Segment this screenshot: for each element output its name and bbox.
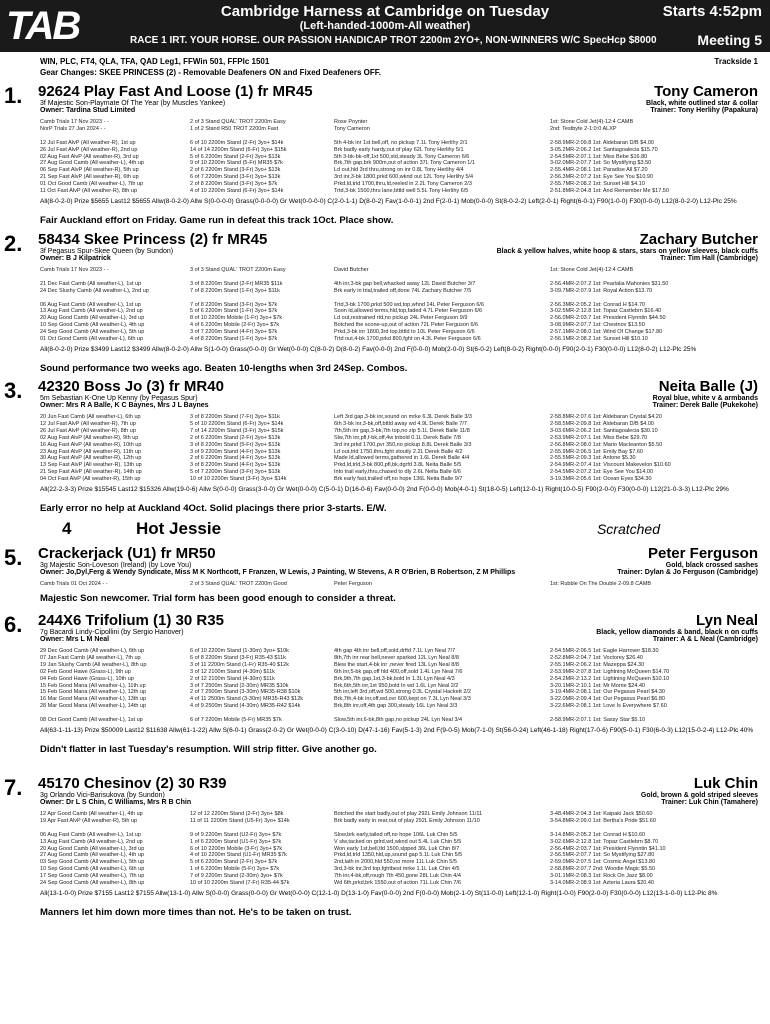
breeding: 5m Sebastian K-One Up Kenny (by Pegasus Spur) (40, 395, 198, 402)
form-cell: 2-55.1MR-2:06.2 1st: Mazeppa $24.30 (550, 661, 645, 668)
form-cell: 2-54.2MR-2:13.2 1st: Lightning McQueen $10.10 (550, 675, 670, 682)
form-cell: 4 of 11 2500m Stand (3-30m) MR35-R43 $12k (190, 696, 304, 703)
form-cell: 3rd inr,prkd 1700,pvr 350,no pickup 8.8L Derek Balle 3/3 (334, 441, 472, 448)
form-cell: 3 of 12 2100m Stand (4-30m) $11k (190, 668, 275, 675)
form-cell: 2-51.8MR-2:04.8 1st: And Remember Me $17.50 (550, 188, 669, 194)
form-cell: 4 of 9 2500m Stand (4-30m) MR35-R42 $14k (190, 703, 301, 710)
driver-name: Lyn Neal (696, 612, 758, 629)
form-cell: 2-55.4MR-2:08.1 1st: Paradise All $7.20 (550, 167, 648, 174)
form-cell: 3-02.0MR-2:07.7 1st: So Mystifying $3.50 (550, 160, 652, 167)
stats-summary: All(8-0-2-0) Prize $5655 Last12 $5655 Allw(8-0-2-0) Allw S(0-0-0-0) Grass(0-0-0-0) Gr Wet(0-0-0-0) C(2-0-1-1) D(8-0-2) Fav(1-0-0-1) 2nd F(2-0-1) Mob(0-0-0) St(8-0-2-2) Left(2-0-1) Right(6-0-1) F90(1-0-0) F30(0-0-0) L12(8-0-2-0) L12-Plc 25% (40, 197, 737, 205)
tipster-comment: Manners let him down more times than not. He's to be taken on trust. (40, 906, 352, 918)
form-cell: 2-57.1MR-2:08.0 1st: Wind Of Change $17.80 (550, 329, 663, 336)
form-cell: 7 of 8 2200m Stand (1-Fr) 3yo+ $11k (190, 287, 280, 294)
form-cell: 3-02.6MR-2:12.8 1st: Topaz Castlebrn $8.70 (550, 838, 659, 845)
stats-summary: All(8-0-2-0) Prize $3499 Last12 $3499 Allw(8-0-2-0) Allw S(1-0-0) Grass(0-0-0) Gr Wet(0-0-0) C(8-0-2) D(8-0-2) Fav(0-0-0) 2nd F(0-0-0) Mob(2-0-0) St(6-0-2) Left(8-0-2) Right(0-0-0) F90(2-0-1) F30(0-0-0) L12(8-0-2) L12-Plc 25% (40, 345, 697, 353)
form-cell: 3 of 7 2500m Stand (2-30m) MR35 $10k (190, 682, 289, 689)
form-cell: 3 of 9 2200m Stand (4-Fr) 3yo+ $13k (190, 448, 281, 455)
form-cell: 27 Aug Good Camb (All weather-L), 4th up (40, 852, 144, 859)
stats-summary: All(13-1-0-0) Prize $7155 Last12 $7155 Allw(13-1-0) Allw S(0-0-0) Grass(0-0-0) Gr Wet(0-0-0) C(12-1-0) D(13-1-0) Fav(0-0-0) 2nd F(0-0-0) Mob(2-1-0) St(11-0-0) Left(12-1-0) Right(1-0-0) F90(2-0-0) F30(0-0-0) L12(13-1-0-0) L12-Plc 8% (40, 889, 718, 897)
form-cell: 3 of 8 2200m Stand (5-Fr) 3yo+ $13k (190, 441, 281, 448)
form-cell: 13 Aug Fast Camb (All weather-L), 2nd up (40, 308, 143, 315)
form-cell: Prkd,ld,trld,3-bk 800,pfl,bk,dgrfd 3.8L Neita Balle 5/5 (334, 462, 462, 469)
form-cell: 3-14.0MR-2:08.9 1st: Azteria Laura $20.40 (550, 880, 654, 886)
form-cell: 02 Feb Good Hawe (Grass-L), 9th up (40, 668, 131, 675)
driver-name: Peter Ferguson (647, 545, 758, 562)
form-cell: 4th gap 4th inr bell,off,sold,drftd 7.1L Lyn Neal 7/7 (334, 648, 456, 654)
form-cell: 2-52.8MR-2:04.7 1st: Voctorey $26.40 (550, 654, 643, 661)
form-cell: 29 Dec Good Camb (All weather-L), 6th up (40, 648, 145, 654)
form-cell: Camb Trials 01 Oct 2024 - - (40, 581, 108, 587)
form-cell: 2-56.1MR-2:08.2 1st: Sunset Hill $10.10 (550, 336, 648, 342)
form-cell: 3 of 8 2200m Stand (4-Fr) 3yo+ $13k (190, 462, 281, 469)
form-cell: 19 Apr Fast AlvP (All weather-R), 5th up (40, 817, 138, 824)
trainer: Trainer: A & L Neal (Cambridge) (652, 636, 758, 643)
form-cell: Left 3rd gap,3-bk inr,sound on mrke 6.3L Derek Balle 3/3 (334, 414, 472, 420)
form-cell: 6 of 10 2200m Stand (2-Fr) 3yo+ $14k (190, 139, 284, 146)
form-cell: 04 Oct Fast AlvP (All weather-R), 15th up (40, 476, 141, 483)
breeding: 3f Majestic Son-Playmate Of The Year (by Muscles Yankee) (40, 100, 226, 107)
form-cell: 2nd,lath in 2000,hld 550,no more 11L Luk Chin 5/5 (334, 859, 457, 866)
meeting-title: Cambridge Harness at Cambridge on Tuesday (220, 3, 550, 20)
start-time: Starts 4:52pm (662, 3, 762, 20)
form-cell: 26 Jul Fast AlvP (All weather-R), 2nd up (40, 146, 138, 153)
form-cell: 3-08.9MR-2:07.7 1st: Chestnov $13.50 (550, 322, 645, 329)
form-cell: 2-54.9MR-2:07.4 1st: Viscount Makevelon $10.60 (550, 462, 671, 469)
form-cell: 7 of 9 2200m Stand (2-30m) 3yo+ $7k (190, 873, 283, 880)
form-cell: 10 of 10 2200m Stand (7-Fr) R35-44 $7k (190, 880, 290, 886)
form-cell: 2-58.8MR-2:07.6 1st: Aldebaran Crystal $4.20 (550, 414, 662, 420)
form-cell: Rose Poynter (334, 119, 368, 125)
form-cell: Blew the start,4-bk inr ,never fired 13L Lyn Neal 8/8 (334, 661, 459, 668)
stats-summary: All(63-1-11-13) Prize $50009 Last12 $11638 Allw(61-1-22) Allw S(6-0-1) Grass(2-0-2) Gr Wet(0-0-0) C(3-0-10) D(47-1-16) Fav(5-1-3) 2nd F(9-0-5) Mob(7-1-0) St(56-0-24) Left(46-1-18) Right(17-0-6) F90(5-0-1) F30(6-0-3) L12(15-0-2-4) L12-Plc 40% (40, 726, 754, 734)
form-cell: Soon ld,allowed terms,hld,top,faded 4.7L Peter Ferguson 6/6 (334, 308, 483, 315)
form-cell: Brk,6th,5th inr,1xt 950,bold In wd 1.6L Lyn Neal 2/2 (334, 682, 459, 689)
form-cell: 2-58.5MR-2:09.8 1st: Aldebaran D/B $4.00 (550, 420, 654, 427)
form-cell: 3-20.1MR-2:10.1 1st: Mr Morrie $24.40 (550, 682, 646, 689)
form-cell: 06 Aug Fast Camb (All weather-L), 1st up (40, 831, 141, 838)
owner: Owner: B J Kilpatrick (40, 255, 111, 262)
form-cell: 5 of 10 2200m Stand (6-Fr) 3yo+ $14k (190, 420, 284, 427)
saddlecloth-number: 7. (4, 775, 23, 800)
form-cell: 20 Jun Fast Camb (All weather-L), 6th up (40, 414, 141, 420)
form-cell: 2 of 6 2200m Stand (4-Fr) 3yo+ $13k (190, 455, 281, 462)
form-cell: 8th,7th inr rear bell,never sparked 12L Lyn Neal 8/8 (334, 654, 459, 661)
form-cell: 08 Oct Good Camb (All weather-L), 1st up (40, 717, 143, 723)
racing-colours: Royal blue, white v & armbands (652, 395, 758, 402)
driver-name: Luk Chin (693, 775, 758, 792)
form-cell: Brk early fast,trailed off,no hope 136L Neita Balle 9/7 (334, 476, 463, 483)
form-cell: 2nd: Testbyte 2-1:0:0 ALXP (550, 125, 617, 132)
form-cell: Slow,brk early,tailed off,no hope 106L Luk Chin 5/5 (334, 831, 458, 838)
form-cell: 19 Jan Slushy Camb (All weather-L), 8th up (40, 661, 147, 668)
form-cell: 6 of 10 2200m Stand (1-30m) 3yo+ $10k (190, 648, 289, 654)
form-cell: Brk,9th,7th gap,1xt,3-bk,bold In 1.3L Lyn Neal 4/3 (334, 675, 455, 682)
saddlecloth-number: 3. (4, 378, 23, 403)
stats-summary: All(22-2-3-3) Prize $15545 Last12 $15326 Allw(19-0-6) Allw S(0-0-0) Grass(3-0-0) Gr Wet(0-0-0) C(5-0-1) D(16-0-6) Fav(0-0-0) 2nd F(0-0-0) Mob(4-0-1) St(18-0-5) Left(12-0-1) Right(10-0-5) F90(2-0-0) F30(0-0-0) L12(21-0-3-3) L12-Plc 29% (40, 486, 729, 493)
form-cell: Prkd,ld,trld 1350,hld,up,sound gap 5.1L Luk Chin 5/5 (334, 852, 463, 859)
form-cell: Brk badly early in rear,out of play 292L Emily Johnson 11/10 (334, 817, 480, 824)
bet-types: WIN, PLC, FT4, QLA, TFA, QAD Leg1, FFWin 501, FFPlc 1501 (40, 57, 270, 66)
horse-name: 58434 Skee Princess (2) fr MR45 (38, 231, 268, 248)
form-cell: 7 of 8 2200m Stand (3-Fr) 3yo+ $7k (190, 301, 278, 308)
form-cell: 7th inr,4-bk,off,rough 7th 450,gone 28L Luk Chin 4/4 (334, 873, 461, 880)
form-cell: 3-01.1MR-2:08.3 1st: Rock On Jazz $8.00 (550, 873, 653, 880)
form-cell: 3-03.6MR-2:06.2 1st: Santiagoalecia $30.10 (550, 427, 658, 434)
form-cell: 12 Apr Good Camb (All weather-L), 4th up (40, 811, 143, 817)
form-cell: 2-54.5MR-2:07.1 1st: Miss Bebe $16.80 (550, 153, 648, 160)
form-cell: 5th 3-bk-bk-off,1xt 500,std,steady 3L Tony Cameron 6/6 (334, 153, 470, 160)
form-cell: 5th inr,left 3rd,off,wd 500,strong 0.3L Crystal Hackett 2/2 (334, 689, 471, 696)
form-cell: 2-56.4MR-2:07.2 1st: Pearlalia Mahonies $31.50 (550, 280, 669, 287)
saddlecloth-number: 6. (4, 612, 23, 637)
form-cell: Brk,7th gap,brk 900m,out of action 37L Tony Cameron 1/1 (334, 160, 475, 167)
horse-name: 244X6 Trifolium (1) 30 R35 (38, 612, 224, 629)
form-cell: 3-09.7MR-2:07.9 1st: Royal Action $13.70 (550, 287, 653, 294)
form-cell: 1st: Rubble On The Double 2-09.8 CAMB (550, 581, 652, 587)
form-cell: 3-02.5MR-2:12.8 1st: Topaz Castlebrn $16.40 (550, 308, 662, 315)
breeding: 3g Majestic Son-Loveson (Ireland) (by Love You) (40, 562, 192, 569)
form-cell: 11 of 11 2200m Stand (U5-Fr) 3yo+ $14k (190, 817, 290, 824)
form-cell: Prkd,ld,trld 1700,thru,ld,reeled in 2.2L Tony Cameron 2/3 (334, 181, 472, 188)
form-cell: 5 of 7 2200m Stand (3-Fr) 3yo+ $13k (190, 469, 281, 476)
form-cell: 11 Oct Fast AlvP (All weather-R), 8th up (40, 188, 138, 194)
form-cell: 2 of 12 2100m Stand (4-30m) $11k (190, 675, 275, 682)
form-cell: Made ld,allowed terms,gathered in 1.6L Derek Balle 4/4 (334, 455, 470, 462)
form-cell: 4 of 8 2200m Stand (1-Fr) 3yo+ $7k (190, 336, 278, 342)
gear-changes: Gear Changes: SKEE PRINCESS (2) - Removable Deafeners ON and Fixed Deafeners OFF. (40, 68, 381, 77)
form-cell: 2-56.0MR-2:03.7 1st: President Flynntin $44.50 (550, 315, 666, 322)
form-cell: Slw,7th inr,pfl,f-bk,off,4w tnbold 0.1L Derek Balle 7/8 (334, 434, 461, 441)
track-subtitle: (Left-handed-1000m-All weather) (299, 20, 471, 32)
form-cell: Peter Ferguson (334, 581, 372, 587)
trainer: Trainer: Luk Chin (Tamahere) (661, 799, 758, 806)
form-cell: 2 of 3 Stand QUAL' TROT 2200m Easy (190, 119, 286, 125)
form-cell: 3 of 11 2200m Stand (1-Fr) R35-40 $12k (190, 661, 289, 668)
tipster-comment: Didn't flatter in last Tuesday's resumption. Will strip fitter. Give another go. (40, 743, 377, 755)
owner: Owner: Tardina Stud Limited (40, 107, 136, 114)
form-cell: Botched the scone-up,out of action 72L Peter Ferguson 6/6 (334, 322, 479, 329)
form-cell: Brk badly early hardy,out of play 62L Tony Herlihy 5/1 (334, 146, 464, 153)
form-cell: 2-55.7MR-2:08.2 1st: Sunset Hill $4.10 (550, 181, 645, 188)
form-cell: 10 of 10 2200m Stand (3-Fr) 3yo+ $14k (190, 476, 287, 483)
form-cell: 4th inr,3-bk gap bell,whacked away 12L David Butcher 3/7 (334, 280, 476, 287)
form-cell: Camb Trials 17 Nov 2023 - - (40, 119, 109, 125)
form-cell: 6 of 7 2200m Stand (3-Fr) 3yo+ $13k (190, 174, 281, 181)
form-cell: 7 of 14 2200m Stand (3-Fr) 3yo+ $15k (190, 427, 284, 434)
form-cell: 21 Dec Fast Camb (All weather-L), 1st up (40, 280, 142, 287)
form-cell: 3-54.8MR-2:09.0 1st: Bertha's Pride $51.60 (550, 817, 656, 824)
form-cell: 2-54.5MR-2:06.5 1st: Eagle Harrover $18.30 (550, 648, 659, 654)
form-cell: 1st: Stone Cold Jet(4)-12:4 CAMB (550, 267, 634, 273)
tipster-comment: Majestic Son newcomer. Trial form has been good enough to consider a threat. (40, 592, 396, 604)
horse-name: 92624 Play Fast And Loose (1) fr MR45 (38, 83, 313, 100)
form-cell: 1 of 6 2200m Stand (U1-Fr) 3yo+ $7k (190, 838, 282, 845)
driver-name: Neita Balle (J) (658, 378, 758, 395)
breeding: 3g Orlando Vici-Barisukova (by Sundon) (40, 792, 165, 799)
form-cell: Wd 6th,prkd,brk 1550,out of action 71L Luk Chin 7/6 (334, 880, 461, 886)
driver-name: Zachary Butcher (639, 231, 758, 248)
form-cell: 1st: Stone Cold Jet(4)-12:4 CAMB (550, 119, 634, 125)
form-cell: Brk early in trial,trailed off,done 74L Zachary Butcher 7/5 (334, 287, 472, 294)
form-cell: 30 Aug Fast AlvP (All weather-R), 12th up (40, 455, 142, 462)
form-cell: 02 Aug Fast AlvP (All weather-R), 3rd up (40, 153, 139, 160)
form-cell: 3-48.4MR-2:04.3 1st: Kaipaki Jack $50.60 (550, 811, 653, 817)
form-cell: 3 of 8 2200m Stand (2-Fr) MR35 $11k (190, 280, 283, 287)
form-cell: 2-56.3MR-2:07.2 1st: Eye See You $10.90 (550, 174, 654, 181)
form-cell: Ld out,trld 1750,thru,fght stoutly 2.2L Derek Balle 4/2 (334, 448, 463, 455)
saddlecloth-number: 5. (4, 545, 23, 570)
form-cell: Slow,5th inr,6-bk,8th gap,no pickup 24L Lyn Neal 3/4 (334, 717, 463, 723)
form-cell: 13 Sep Fast AlvP (All weather-R), 13th up (40, 462, 142, 469)
form-cell: 6 of 8 2200m Stand (3-Fr) R35-43 $11k (190, 654, 286, 661)
form-cell: 10 Sep Good Camb (All weather-L), 4th up (40, 322, 145, 329)
header-bar (0, 0, 770, 52)
form-cell: 2-53.9MR-2:07.8 1st: Lightning McQueen $14.70 (550, 668, 670, 675)
form-cell: 20 Aug Good Camb (All weather-L), 3rd up (40, 315, 145, 322)
form-cell: 2-53.9MR-2:07.1 1st: Miss Bebe $29.70 (550, 434, 648, 441)
form-cell: 6th 3-bk inr,3-bk,off,bttld away wd 4.9L Derek Balle 7/7 (334, 420, 467, 427)
breeding: 3f Pegasus Spur-Skee Queen (by Sundon) (40, 248, 174, 255)
form-cell: 3-22.0MR-2:09.4 1st: Our Pegasus Pearl $6.80 (550, 696, 665, 703)
form-cell: 7th,5th inr gap,3-bk,7th top,no zip 5.1L Derek Balle 11/8 (334, 427, 470, 434)
racing-colours: Black, yellow diamonds & band, black n on cuffs (596, 629, 758, 636)
form-cell: NorP Trials 27 Jan 2024 - - (40, 125, 106, 132)
form-cell: 12 Jul Fast AlvP (All weather-R), 1st up (40, 139, 136, 146)
horse-name: Crackerjack (U1) fr MR50 (38, 545, 216, 562)
owner: Owner: Mrs R A Balle, K C Baynes, Mrs J L Baynes (40, 402, 209, 409)
racing-colours: Gold, brown & gold striped sleeves (640, 792, 758, 799)
form-cell: Camb Trials 17 Nov 2023 - - (40, 267, 109, 273)
form-cell: 24 Sep Good Camb (All weather-L), 8th up (40, 880, 145, 886)
form-cell: 2-56.4MR-2:03.7 1st: President Flynntin $41.10 (550, 845, 666, 852)
form-cell: 2-58.8MR-2:07.7 2nd: Woodie Magic $5.50 (550, 866, 656, 873)
tab-logo: TAB (6, 4, 80, 48)
form-cell: 2 of 6 2200m Stand (2-Fr) 3yo+ $13k (190, 434, 281, 441)
form-cell: 5 of 6 2200m Stand (2-Fr) 3yo+ $13k (190, 153, 281, 160)
form-cell: 2-55.9MR-2:06.5 1st: Emily Bay $7.60 (550, 448, 643, 455)
saddlecloth-number: 1. (4, 83, 23, 108)
form-cell: 6 of 10 2200m Mobile (3-Fr) 3yo+ $7k (190, 845, 283, 852)
form-cell: Brk,8th inr,off,4th gap 300,steady 16L Lyn Neal 3/3 (334, 703, 458, 710)
form-cell: Into trail early,thru,chased to dly 2.6L Neita Balle 6/6 (334, 469, 461, 476)
tipster-comment: Sound performance two weeks ago. Beaten 10-lengths when 3rd 24Sep. Combos. (40, 362, 408, 374)
form-cell: 5 of 6 2200m Stand (2-Fr) 3yo+ $7k (190, 859, 278, 866)
trainer: Trainer: Tim Hall (Cambridge) (660, 255, 758, 262)
form-cell: 2-58.9MR-2:07.1 1st: Sassy Star $5.10 (550, 717, 646, 723)
form-cell: 4 of 10 2200m Stand (6-Fr) 3yo+ $14k (190, 188, 284, 194)
form-cell: 2-56.5MR-2:07.7 1st: So Mystifying $27.80 (550, 852, 655, 859)
form-cell: 23 Aug Fast AlvP (All weather-R), 11th up (40, 448, 141, 455)
form-cell: 14 of 14 2200m Stand (6-Fr) 3yo+ $15k (190, 146, 287, 153)
form-cell: 3-14.8MR-2:05.2 1st: Conrad H $10.60 (550, 831, 646, 838)
form-cell: 26 Jul Fast AlvP (All weather-R), 8th up (40, 427, 136, 434)
form-cell: 2 of 8 2200m Stand (3-Fr) 3yo+ $7k (190, 181, 278, 188)
trainer: Trainer: Derek Balle (Pukekohe) (652, 402, 758, 409)
race-title: RACE 1 IRT. YOUR HORSE. OUR PASSION HANDICAP TROT 2200m 2YO+, NON-WINNERS W/C SpecHcp $8000 (130, 35, 657, 46)
form-cell: 24 Dec Slushy Camb (All weather-L), 2nd up (40, 287, 149, 294)
form-cell: Trtd out,4-bk 1700,prkd 800,fght on 4.3L Peter Ferguson 6/6 (334, 336, 481, 342)
form-cell: 3 of 7 2200m Stand (4-Fr) 3yo+ $7k (190, 329, 278, 336)
tipster-comment: Fair Auckland effort on Friday. Game run in defeat this track 1Oct. Place show. (40, 214, 394, 226)
racing-colours: Black, white outlined star & collar (645, 100, 758, 107)
form-cell: 3rd,3-bk inr,3rd top,fghtbest mrke 1.1L Luk Chin 4/5 (334, 866, 460, 873)
tipster-comment: Early error no help at Auckland 4Oct. Solid placings there prior 3-starts. E/W. (40, 503, 387, 514)
form-cell: 10 Sep Good Camb (All weather-L), 6th up (40, 866, 145, 873)
form-cell: David Butcher (334, 267, 369, 273)
form-cell: 6 of 7 2200m Mobile (5-Fr) MR35 $7k (190, 717, 282, 723)
owner: Owner: Dr L S Chin, C Williams, Mrs R B Chin (40, 799, 192, 806)
breeding: 7g Bacardi Lindy-Cipollini (by Sergio Hanover) (40, 629, 184, 636)
form-cell: Prkd,3-bk inr 1800,3rd top,bttld to 10L Peter Ferguson 6/6 (334, 329, 475, 336)
horse-name: Hot Jessie (136, 519, 222, 538)
form-cell: 3-05.2MR-2:06.2 1st: Santiagoalecia $15.70 (550, 146, 658, 153)
racing-colours: Black & yellow halves, white hoop & stars, stars on yellow sleeves, black cuffs (496, 248, 758, 255)
saddlecloth-number: 2. (4, 231, 23, 256)
trainer: Trainer: Dylan & Jo Ferguson (Cambridge) (617, 569, 758, 576)
form-cell: Botched the start badly,out of play 292L Emily Johnson 11/11 (334, 811, 483, 817)
meeting-number: Meeting 5 (697, 32, 762, 48)
owner: Owner: Jo,Dyl,Ferg & Wendy Syndicate, Miss M K Northcott, F Franzen, W Lewis, J Painting, W Stevens, A R O'Brien, B Robertson, Z M Phillips (40, 569, 516, 576)
horse-name: 42320 Boss Jo (3) fr MR40 (38, 378, 224, 395)
form-cell: 4 of 6 2200m Mobile (2-Fr) 3yo+ $7k (190, 322, 280, 329)
form-cell: 16 Aug Fast AlvP (All weather-R), 10th up (40, 441, 142, 448)
form-cell: 3-22.6MR-2:08.1 1st: Love Is Everywhere $7.60 (550, 703, 667, 710)
form-cell: Ld out,restrained rtd,no pickup 24L Peter Ferguson 9/9 (334, 315, 468, 322)
form-cell: Trtd,3-bk 1700,prkd 500 wd,top,whnd 14L Peter Ferguson 6/6 (334, 301, 485, 308)
form-cell: 5th 4-bk inr 1st bell,off, no pickup 7.1L Tony Herlihy 2/1 (334, 139, 468, 146)
form-cell: 5 of 6 2200m Stand (1-Fr) 3yo+ $7k (190, 308, 278, 315)
form-cell: 3-19.4MR-2:08.1 1st: Our Pegasus Pearl $4.30 (550, 689, 665, 696)
form-cell: V slw,tacked on grlrd,wd,wknd out 5.4L Luk Chin 5/5 (334, 838, 462, 845)
form-cell: 16 Mar Good Mana (All weather-L), 13th up (40, 696, 147, 703)
form-cell: 15 Feb Good Mana (All weather-L), 11th up (40, 682, 146, 689)
form-cell: 6th inr,5-bk gap,off hld 400,off,sold 1.4L Lyn Neal 7/6 (334, 668, 463, 675)
form-cell: 03 Sep Good Camb (All weather-L), 5th up (40, 859, 145, 866)
form-cell: 1 of 2 Stand R50 TROT 2200m Fast (190, 125, 279, 132)
form-cell: Brk,7th,4-bk inr,off,wd,ovr 600,kept on 7.3L Lyn Neal 3/3 (334, 696, 471, 703)
form-cell: 8 of 10 2200m Mobile (1-Fr) 3yo+ $7k (190, 315, 283, 322)
form-cell: 2 of 6 2200m Stand (3-Fr) 3yo+ $13k (190, 167, 281, 174)
form-cell: 3-19.3MR-2:05.6 1st: Ocean Eyes $34.30 (550, 476, 652, 483)
form-cell: 24 Sep Good Camb (All weather-L), 5th up (40, 329, 145, 336)
owner: Owner: Mrs L M Neal (40, 636, 110, 643)
scratched-label: Scratched (596, 521, 660, 537)
form-cell: 2-55.5MR-2:09.3 1st: Antone $5.30 (550, 455, 636, 462)
trackside-channel: Trackside 1 (714, 57, 758, 66)
driver-name: Tony Cameron (654, 83, 758, 100)
form-cell: 15 Feb Good Mana (All weather-L), 12th up (40, 689, 147, 696)
form-cell: Ld out,hld 3rd thru,strong on inr 0.8L Tony Herlihy 4/4 (334, 167, 464, 174)
form-cell: 9 of 10 2200m Stand (5-Fr) MR35 $7k (190, 160, 283, 167)
form-cell: 4 of 10 2200m Stand (U1-Fr) MR35 $7k (190, 852, 287, 859)
form-cell: 28 Mar Good Mana (All weather-L), 14th up (40, 703, 147, 710)
form-cell: 2-58.9MR-2:09.8 1st: Aldebaran D/B $4.00 (550, 139, 654, 146)
form-cell: 3rd inr,3-bk 1800,prkd 600,wknd out 12L Tony Herlihy 5/4 (334, 174, 474, 181)
form-cell: 06 Sep Fast AlvP (All weather-R), 5th up (40, 167, 139, 174)
form-cell: 04 Feb Good Hawe (Grass-L), 10th up (40, 675, 134, 682)
form-cell: 02 Aug Fast AlvP (All weather-R), 9th up (40, 434, 139, 441)
form-cell: 07 Jan Fast Camb (All weather-L), 7th up (40, 654, 141, 661)
form-cell: 2-56.8MR-2:08.0 1st: Mario Macleanton $5.50 (550, 441, 663, 448)
form-cell: 2-56.3MR-2:05.2 1st: Conrad H $14.70 (550, 301, 646, 308)
form-cell: 2-54.5MR-2:07.2 1st: Eye See You $14.00 (550, 469, 654, 476)
trainer: Trainer: Tony Herlihy (Papakura) (650, 107, 758, 114)
form-cell: 21 Sep Fast AlvP (All weather-R), 14th up (40, 469, 142, 476)
saddlecloth-number: 4 (62, 519, 72, 538)
form-cell: 9 of 9 2200m Stand (U2-Fr) 3yo+ $7k (190, 831, 282, 838)
racing-colours: Gold, black crossed sashes (665, 562, 758, 569)
form-cell: 17 Sep Good Camb (All weather-L), 7th up (40, 873, 145, 880)
form-cell: 01 Oct Good Camb (All weather-L), 6th up (40, 336, 144, 342)
form-cell: 13 Aug Fast Camb (All weather-L), 2nd up (40, 838, 143, 845)
form-cell: 3 of 3 Stand QUAL' TROT 2200m Easy (190, 267, 286, 273)
form-cell: 2 of 3 Stand QUAL' TROT 2200m Good (190, 581, 287, 587)
form-cell: 27 Aug Good Camb (All weather-L), 4th up (40, 160, 144, 167)
form-cell: 12 of 12 2200m Stand (2-Fr) 3yo+ $8k (190, 811, 284, 817)
form-cell: Won early 1st,bell,tld 1500,slpped 36L Luk Chin 8/7 (334, 845, 460, 852)
form-cell: 2-59.0MR-2:07.5 1st: Cosmic Angel $13.80 (550, 859, 656, 866)
form-cell: Tony Cameron (334, 125, 370, 132)
form-cell: 2 of 7 2500m Stand (3-30m) MR35-R38 $10k (190, 689, 301, 696)
form-cell: 01 Oct Good Camb (All weather-L), 7th up (40, 181, 144, 188)
form-cell: 06 Aug Fast Camb (All weather-L), 1st up (40, 301, 141, 308)
horse-name: 45170 Chesinov (2) 30 R39 (38, 775, 227, 792)
form-cell: 1 of 6 2200m Mobile (5-Fr) 3yo+ $7k (190, 866, 280, 873)
form-cell: 12 Jul Fast AlvP (All weather-R), 7th up (40, 420, 136, 427)
form-cell: 20 Aug Good Camb (All weather-L), 3rd up (40, 845, 145, 852)
form-cell: 21 Sep Fast AlvP (All weather-R), 6th up (40, 174, 139, 181)
form-cell: 3 of 8 2200m Stand (7-Fr) 3yo+ $11k (190, 414, 280, 420)
form-cell: Trtd,3-bk 1500,thru lane,bttld well 5.5L Tony Herlihy 6/5 (334, 188, 469, 194)
